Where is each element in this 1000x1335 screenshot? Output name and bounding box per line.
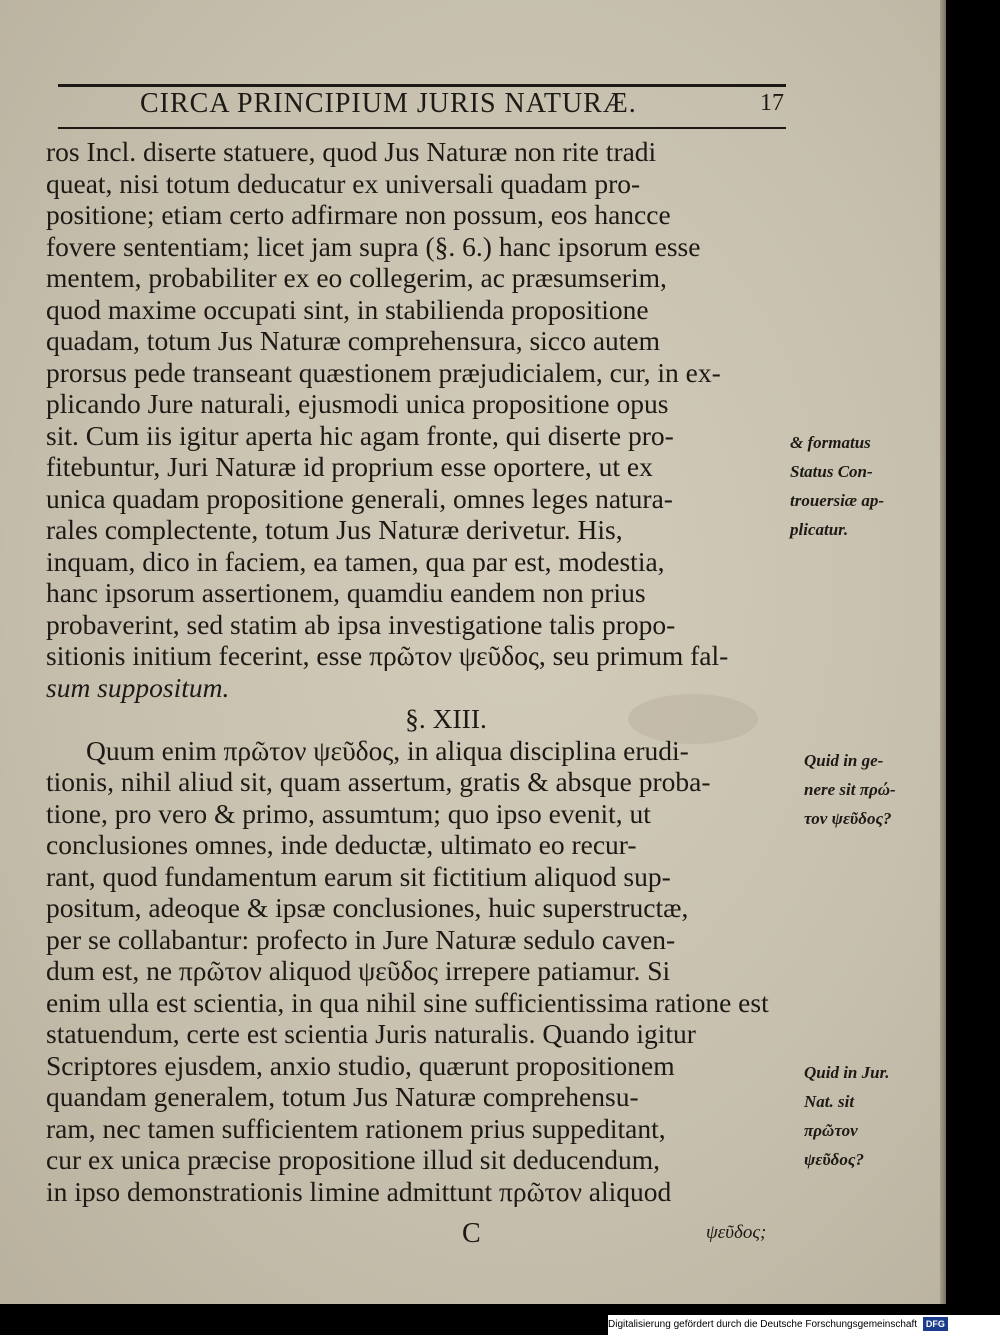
margin-note-line: Quid in Jur.: [804, 1063, 890, 1082]
signature-mark: C: [462, 1218, 481, 1249]
text-line: fovere sententiam; licet jam supra (§. 6.) hanc ipsorum esse: [46, 230, 701, 262]
text-line: mentem, probabiliter ex eo collegerim, ac præsumserim,: [46, 262, 667, 293]
margin-note-line: plicatur.: [790, 520, 849, 539]
margin-note-line: τον ψεῦδος?: [804, 809, 892, 828]
text-line: positione; etiam certo adfirmare non possum, eos hancce: [46, 199, 671, 230]
margin-note-line: Quid in ge-: [804, 751, 884, 770]
margin-note-line: πρῶτον: [804, 1121, 858, 1140]
margin-note-line: ψεῦδος?: [804, 1150, 864, 1169]
section-heading: §. XIII.: [405, 703, 487, 734]
margin-note-line: Nat. sit: [804, 1092, 855, 1111]
text-line: dum est, ne πρῶτον aliquod ψεῦδος irrepere patiamur. Si: [46, 955, 671, 986]
catchword: ψεῦδος;: [706, 1222, 767, 1243]
dfg-logo: DFG: [923, 1317, 948, 1331]
text-line: Quum enim πρῶτον ψεῦδος, in aliqua disciplina erudi-: [86, 734, 689, 766]
text-line: sum suppositum.: [46, 671, 230, 703]
text-line: statuendum, certe est scientia Juris naturalis. Quando igitur: [46, 1018, 696, 1049]
text-line: conclusiones omnes, inde deductæ, ultimato eo recur-: [46, 829, 637, 860]
margin-note-line: trouersiæ ap-: [790, 491, 884, 510]
digitization-footer: [608, 1315, 1000, 1335]
margin-note: [804, 746, 896, 833]
text-line: rales complectente, totum Jus Naturæ derivetur. His,: [46, 514, 623, 545]
text-line: queat, nisi totum deducatur ex universali quadam pro-: [46, 167, 641, 199]
text-line: sit. Cum iis igitur aperta hic agam fronte, qui diserte pro-: [46, 419, 674, 451]
text-line: quod maxime occupati sint, in stabilienda propositione: [46, 293, 649, 325]
margin-note: [804, 1058, 890, 1174]
footer-text: Digitalisierung gefördert durch die Deutsche Forschungsgemeinschaft: [608, 1319, 918, 1330]
text-line: unica quadam propositione generali, omnes leges natura-: [46, 482, 673, 514]
header-rule-bottom: [58, 127, 786, 129]
margin-note-line: & formatus: [790, 433, 871, 452]
text-line: tione, pro vero & primo, assumtum; quo ipso evenit, ut: [46, 797, 651, 829]
text-line: positum, adeoque & ipsæ conclusiones, huic superstructæ,: [46, 892, 689, 923]
margin-note-line: Status Con-: [790, 462, 873, 481]
text-line: fitebuntur, Juri Naturæ id proprium esse oportere, ut ex: [46, 451, 653, 482]
text-line: hanc ipsorum assertionem, quamdiu eandem non prius: [46, 577, 646, 608]
text-line: sitionis initium fecerint, esse πρῶτον ψεῦδος, seu primum fal-: [46, 640, 729, 671]
text-line: enim ulla est scientia, in qua nihil sine sufficientissima ratione est: [46, 986, 769, 1018]
text-line: Scriptores ejusdem, anxio studio, quærunt propositionem: [46, 1049, 675, 1081]
body-text: [46, 136, 806, 1207]
page-number: 17: [760, 90, 784, 116]
text-line: quadam, totum Jus Naturæ comprehensura, sicco autem: [46, 325, 661, 356]
text-line: in ipso demonstrationis limine admittunt πρῶτον aliquod: [46, 1175, 672, 1207]
text-line: cur ex unica præcise propositione illud sit deducendum,: [46, 1144, 661, 1175]
text-line: plicando Jure naturali, ejusmodi unica propositione opus: [46, 388, 669, 419]
margin-note-line: nere sit πρώ-: [804, 780, 896, 799]
text-line: quandam generalem, totum Jus Naturæ comprehensu-: [46, 1081, 639, 1112]
text-line: inquam, dico in faciem, ea tamen, qua par est, modestia,: [46, 545, 665, 577]
text-line: tionis, nihil aliud sit, quam assertum, gratis & absque proba-: [46, 766, 711, 797]
text-line: probaverint, sed statim ab ipsa investigatione talis propo-: [46, 608, 676, 640]
text-line: rant, quod fundamentum earum sit fictitium aliquod sup-: [46, 860, 671, 892]
text-line: prorsus pede transeant quæstionem præjudicialem, cur, in ex-: [46, 356, 721, 388]
header-rule-top: [58, 84, 786, 87]
margin-note: [790, 428, 884, 544]
running-title: CIRCA PRINCIPIUM JURIS NATURÆ.: [140, 88, 637, 119]
text-line: per se collabantur: profecto in Jure Naturæ sedulo caven-: [46, 923, 676, 955]
text-line: ros Incl. diserte statuere, quod Jus Naturæ non rite tradi: [46, 136, 657, 167]
page-edge: [940, 0, 946, 1304]
text-line: ram, nec tamen sufficientem rationem prius suppeditant,: [46, 1112, 666, 1144]
